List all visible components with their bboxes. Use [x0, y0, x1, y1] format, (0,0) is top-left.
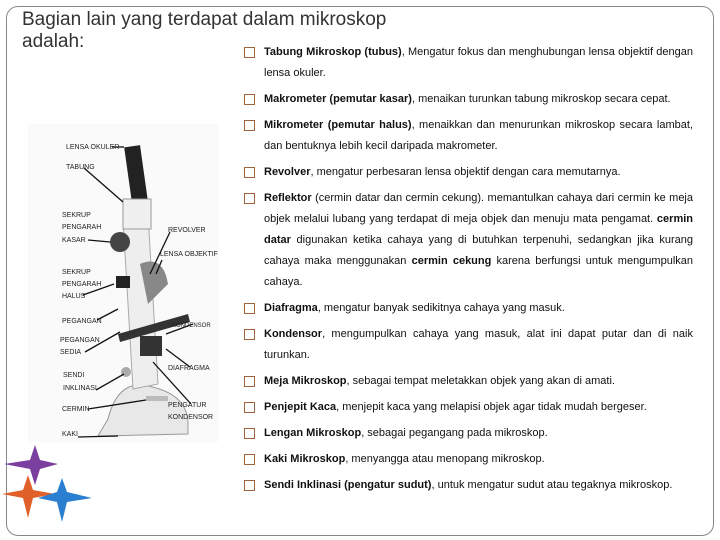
item-term: Diafragma	[264, 302, 318, 314]
label-penjepit-1: PEGANGAN	[60, 337, 100, 344]
bullet-box-icon	[244, 94, 255, 105]
item-text: , menjepit kaca yang melapisi objek agar tidak mudah bergeser.	[336, 401, 647, 413]
item-text: , mengatur perbesaran lensa objektif dengan cara memutarnya.	[310, 166, 621, 178]
bullet-box-icon	[244, 454, 255, 465]
label-kondensor: KONDENSOR	[172, 323, 211, 329]
item-term: Kondensor	[264, 328, 323, 340]
label-cermin: CERMIN	[62, 406, 90, 413]
item-text: , menyangga atau menopang mikroskop.	[345, 453, 545, 465]
label-sekrup-halus-1: SEKRUP	[62, 269, 91, 276]
bullet-box-icon	[244, 428, 255, 439]
bullet-box-icon	[244, 193, 255, 204]
label-lensa-objektif: LENSA OBJEKTIF	[160, 251, 218, 258]
item-text: digunakan ketika cahaya yang di butuhkan terpenuhi, sedangkan jika kurang cahaya maka menggunakan	[264, 234, 693, 267]
item-text: , untuk mengatur sudut atau tegaknya mikroskop.	[431, 479, 673, 491]
item-term: Sendi Inklinasi (pengatur sudut)	[264, 479, 432, 491]
parts-list	[243, 42, 693, 501]
bullet-box-icon	[244, 376, 255, 387]
bullet-box-icon	[244, 120, 255, 131]
item-term: Revolver	[264, 166, 311, 178]
bullet-box-icon	[244, 167, 255, 178]
item-term: Makrometer (pemutar kasar)	[264, 93, 412, 105]
item-text: , mengumpulkan cahaya yang masuk, alat ini dapat putar dan di naik turunkan.	[264, 328, 693, 361]
list-item	[243, 42, 693, 84]
item-text: , sebagai tempat meletakkan objek yang akan di amati.	[346, 375, 615, 387]
bullet-box-icon	[244, 303, 255, 314]
decorative-stars	[0, 440, 110, 540]
list-item	[243, 475, 693, 496]
bullet-box-icon	[244, 329, 255, 340]
item-text: , menaikan turunkan tabung mikroskop secara cepat.	[411, 93, 671, 105]
list-item	[243, 115, 693, 157]
list-item	[243, 324, 693, 366]
label-pengatur-2: KONDENSOR	[168, 414, 214, 421]
label-penjepit-2: SEDIA	[60, 349, 82, 356]
list-item	[243, 397, 693, 418]
blue-star-icon	[38, 478, 92, 522]
item-term: Lengan Mikroskop	[264, 427, 362, 439]
list-item	[243, 371, 693, 392]
label-pengatur-1: PENGATUR	[168, 402, 207, 409]
list-item	[243, 162, 693, 183]
microscope-diagram	[28, 124, 218, 442]
item-term: cermin cekung	[411, 255, 492, 267]
bullet-box-icon	[244, 480, 255, 491]
item-text: , menaikkan dan menurunkan mikroskop secara lambat, dan bentuknya lebih kecil daripada makrometer.	[264, 119, 693, 152]
item-text: , Mengatur fokus dan menghubungan lensa objektif dengan lensa okuler.	[264, 46, 693, 79]
label-sekrup-halus-2: PENGARAH	[62, 281, 102, 288]
item-term: Mikrometer (pemutar halus)	[264, 119, 412, 131]
label-sekrup-kasar-2: PENGARAH	[62, 224, 102, 231]
item-text: (cermin datar dan cermin cekung). memantulkan cahaya dari cermin ke meja objek melalui lubang yang terdapat di meja objek dan menuju mata pengamat.	[264, 192, 693, 225]
item-term: Penjepit Kaca	[264, 401, 337, 413]
slide-title: Bagian lain yang terdapat dalam mikroskop adalah:	[22, 9, 387, 52]
label-pegangan: PEGANGAN	[62, 318, 102, 325]
item-term: Meja Mikroskop	[264, 375, 347, 387]
label-sekrup-kasar-3: KASAR	[62, 237, 86, 244]
item-term: Kaki Mikroskop	[264, 453, 346, 465]
label-sendi-1: SENDI	[63, 372, 85, 379]
label-sekrup-kasar-1: SEKRUP	[62, 212, 91, 219]
bullet-box-icon	[244, 402, 255, 413]
item-text: , sebagai pegangang pada mikroskop.	[361, 427, 548, 439]
label-revolver: REVOLVER	[168, 227, 206, 234]
label-sekrup-halus-3: HALUS	[62, 293, 86, 300]
label-sendi-2: INKLINASI	[63, 385, 97, 392]
list-item	[243, 188, 693, 293]
item-text: karena berfungsi untuk mengumpulkan cahaya.	[264, 255, 694, 288]
item-term: Reflektor	[264, 192, 312, 204]
purple-star-icon	[4, 445, 58, 485]
item-text: , mengatur banyak sedikitnya cahaya yang masuk.	[317, 302, 565, 314]
bullet-box-icon	[244, 47, 255, 58]
label-tabung: TABUNG	[66, 164, 95, 171]
label-lensa-okuler: LENSA OKULER	[66, 144, 120, 151]
label-kaki: KAKI	[62, 431, 78, 438]
list-item	[243, 449, 693, 470]
label-diafragma: DIAFRAGMA	[168, 365, 210, 372]
item-term: cermin datar	[264, 213, 693, 246]
list-item	[243, 423, 693, 444]
list-item	[243, 298, 693, 319]
item-term: Tabung Mikroskop (tubus)	[264, 46, 402, 58]
list-item	[243, 89, 693, 110]
